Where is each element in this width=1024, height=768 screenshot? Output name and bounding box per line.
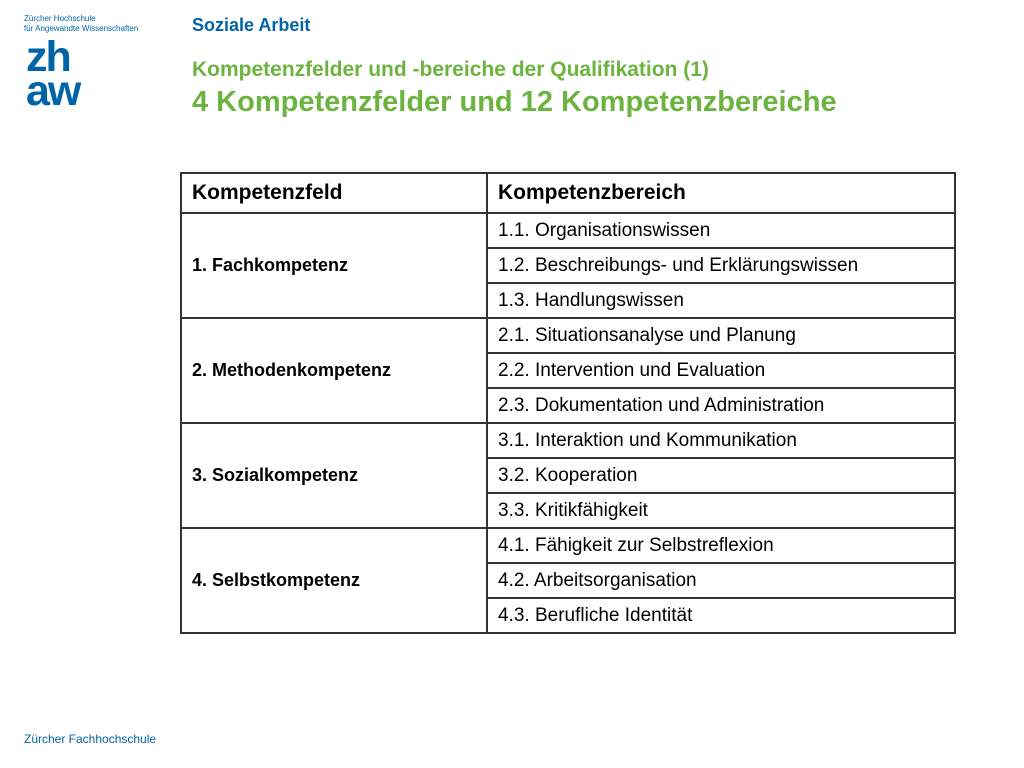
competence-area-cell: 3.3. Kritikfähigkeit xyxy=(487,493,955,528)
competence-field-cell: 3. Sozialkompetenz xyxy=(181,423,487,528)
logo-mark-line1: zh xyxy=(26,33,70,81)
competence-area-cell: 3.2. Kooperation xyxy=(487,458,955,493)
logo-mark-line2: aw xyxy=(26,67,80,115)
table-row xyxy=(181,213,955,248)
section-label: Soziale Arbeit xyxy=(192,15,311,35)
logo-mark xyxy=(26,33,174,115)
competence-area-cell: 1.1. Organisationswissen xyxy=(487,213,955,248)
table-row xyxy=(181,318,955,353)
competence-area-cell: 2.2. Intervention und Evaluation xyxy=(487,353,955,388)
column-header-area: Kompetenzbereich xyxy=(487,173,955,213)
competence-area-cell: 4.3. Berufliche Identität xyxy=(487,598,955,633)
slide-title: 4 Kompetenzfelder und 12 Kompetenzbereiche xyxy=(192,86,837,118)
table-row xyxy=(181,423,955,458)
zhaw-logo xyxy=(24,14,174,115)
logo-tagline-line1: Zürcher Hochschule xyxy=(24,14,96,23)
competence-area-cell: 4.1. Fähigkeit zur Selbstreflexion xyxy=(487,528,955,563)
table-header-row xyxy=(181,173,955,213)
competence-field-cell: 2. Methodenkompetenz xyxy=(181,318,487,423)
competence-area-cell: 1.2. Beschreibungs- und Erklärungswissen xyxy=(487,248,955,283)
competence-area-cell: 1.3. Handlungswissen xyxy=(487,283,955,318)
column-header-field: Kompetenzfeld xyxy=(181,173,487,213)
competence-area-cell: 2.1. Situationsanalyse und Planung xyxy=(487,318,955,353)
competence-area-cell: 4.2. Arbeitsorganisation xyxy=(487,563,955,598)
competence-field-cell: 1. Fachkompetenz xyxy=(181,213,487,318)
slide-subtitle: Kompetenzfelder und -bereiche der Qualifikation (1) xyxy=(192,58,709,81)
footer-label: Zürcher Fachhochschule xyxy=(24,732,157,746)
logo-tagline-line2: für Angewandte Wissenschaften xyxy=(24,24,139,33)
competence-area-cell: 2.3. Dokumentation und Administration xyxy=(487,388,955,423)
table-row xyxy=(181,528,955,563)
competence-area-cell: 3.1. Interaktion und Kommunikation xyxy=(487,423,955,458)
competence-table xyxy=(180,172,956,634)
competence-field-cell: 4. Selbstkompetenz xyxy=(181,528,487,633)
